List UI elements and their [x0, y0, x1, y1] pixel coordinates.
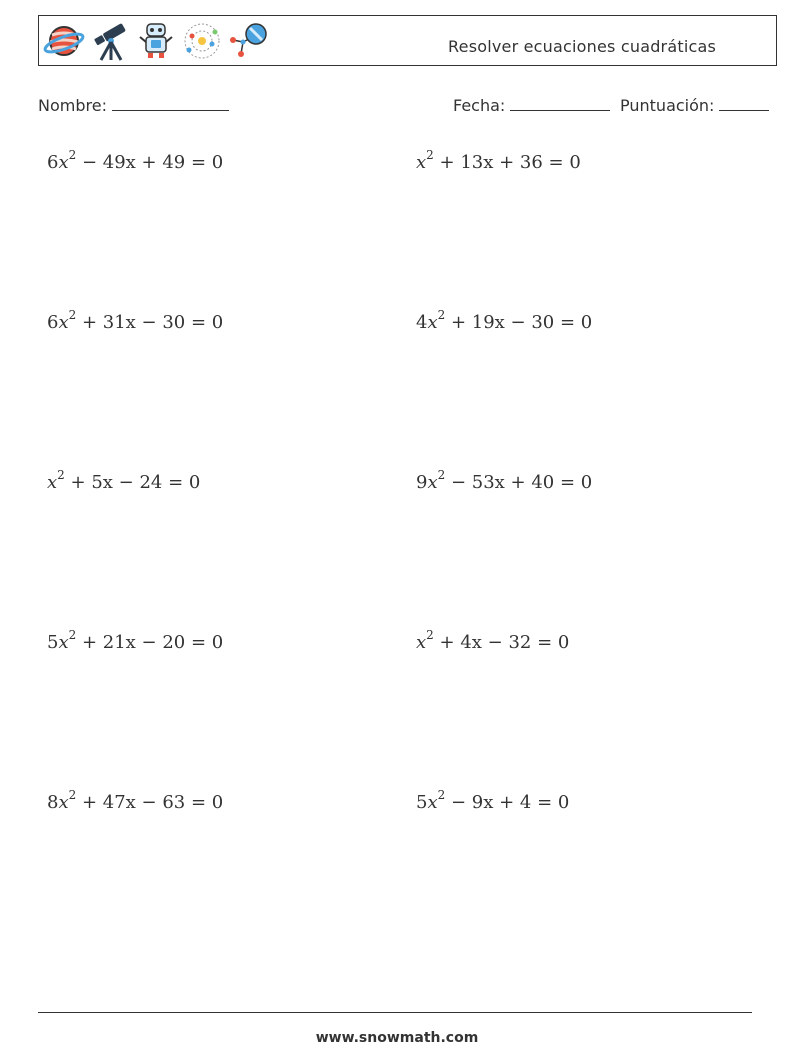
equation-9: $8x^2 + 47x - 63 = 0$	[47, 788, 224, 813]
name-label: Nombre:	[38, 96, 107, 115]
header-icons	[43, 20, 269, 62]
name-field	[38, 94, 229, 115]
score-field	[620, 94, 769, 115]
worksheet-title: Resolver ecuaciones cuadráticas	[448, 37, 716, 56]
equation-1: $6x^2 - 49x + 49 = 0$	[47, 148, 224, 173]
equation-4: $4x^2 + 19x - 30 = 0$	[416, 308, 593, 333]
date-field	[453, 94, 610, 115]
telescope-icon	[89, 20, 131, 62]
score-blank[interactable]	[719, 94, 769, 111]
score-label: Puntuación:	[620, 96, 715, 115]
footer-divider	[38, 1012, 752, 1013]
equation-8: $x^2 + 4x - 32 = 0$	[416, 628, 570, 653]
equation-5: $x^2 + 5x - 24 = 0$	[47, 468, 201, 493]
planet-icon	[43, 20, 85, 62]
equation-10: $5x^2 - 9x + 4 = 0$	[416, 788, 570, 813]
name-blank[interactable]	[112, 94, 229, 111]
solar-system-icon	[181, 20, 223, 62]
date-label: Fecha:	[453, 96, 506, 115]
equation-6: $9x^2 - 53x + 40 = 0$	[416, 468, 593, 493]
worksheet-header	[38, 15, 777, 66]
equation-3: $6x^2 + 31x - 30 = 0$	[47, 308, 224, 333]
robot-icon	[135, 20, 177, 62]
date-blank[interactable]	[510, 94, 610, 111]
equation-7: $5x^2 + 21x - 20 = 0$	[47, 628, 224, 653]
molecule-icon	[227, 20, 269, 62]
footer-url: www.snowmath.com	[315, 1030, 479, 1046]
equation-2: $x^2 + 13x + 36 = 0$	[416, 148, 581, 173]
